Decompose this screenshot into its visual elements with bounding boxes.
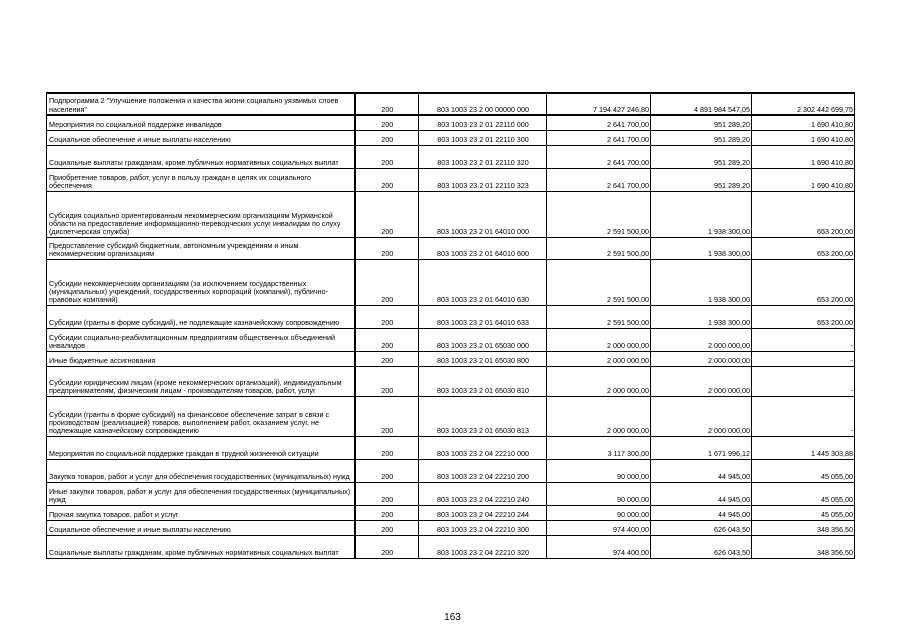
row-grbs-cell: 200	[355, 482, 419, 505]
row-executed-amount-cell: 2 000 000,00	[651, 328, 752, 351]
table-row	[47, 482, 855, 505]
row-budget-code-cell: 803 1003 23 2 04 22210 300	[419, 520, 547, 535]
row-executed-amount-cell: 1 938 300,00	[651, 259, 752, 305]
row-planned-amount-cell: 2 641 700,00	[547, 115, 651, 130]
row-name-cell: Мероприятия по социальной поддержке инвалидов	[47, 115, 355, 130]
row-name-cell: Субсидии (гранты в форме субсидий) на финансовое обеспечение затрат в связи с производством (реализацией) товаров, выполнением работ, оказанием услуг, не подлежащие казначейскому сопровождению	[47, 396, 355, 436]
table-row	[47, 93, 855, 115]
row-name-cell: Социальное обеспечение и иные выплаты населению	[47, 130, 355, 145]
row-grbs-cell: 200	[355, 130, 419, 145]
row-unexecuted-amount-cell: 45 055,00	[752, 482, 855, 505]
row-executed-amount-cell: 951 289,20	[651, 115, 752, 130]
row-grbs-cell: 200	[355, 237, 419, 259]
row-grbs-cell: 200	[355, 115, 419, 130]
row-executed-amount-cell: 2 000 000,00	[651, 366, 752, 396]
row-executed-amount-cell: 1 938 300,00	[651, 237, 752, 259]
row-planned-amount-cell: 90 000,00	[547, 459, 651, 482]
row-executed-amount-cell: 2 000 000,00	[651, 396, 752, 436]
row-budget-code-cell: 803 1003 23 2 01 22110 323	[419, 168, 547, 191]
row-grbs-cell: 200	[355, 505, 419, 520]
row-budget-code-cell: 803 1003 23 2 04 22210 244	[419, 505, 547, 520]
table-row	[47, 237, 855, 259]
table-row	[47, 328, 855, 351]
table-row	[47, 436, 855, 459]
row-planned-amount-cell: 2 591 500,00	[547, 305, 651, 328]
row-name-cell: Социальные выплаты гражданам, кроме публичных нормативных социальных выплат	[47, 535, 355, 558]
row-executed-amount-cell: 626 043,50	[651, 535, 752, 558]
row-budget-code-cell: 803 1003 23 2 04 22210 320	[419, 535, 547, 558]
row-planned-amount-cell: 2 591 500,00	[547, 237, 651, 259]
row-budget-code-cell: 803 1003 23 2 01 65030 813	[419, 396, 547, 436]
row-unexecuted-amount-cell: 2 302 442 699,75	[752, 93, 855, 115]
row-planned-amount-cell: 2 591 500,00	[547, 259, 651, 305]
row-executed-amount-cell: 4 891 984 547,05	[651, 93, 752, 115]
row-unexecuted-amount-cell: 1 445 303,88	[752, 436, 855, 459]
budget-table-container	[46, 92, 854, 559]
row-name-cell: Иные закупки товаров, работ и услуг для обеспечения государственных (муниципальных) нужд	[47, 482, 355, 505]
row-grbs-cell: 200	[355, 520, 419, 535]
table-row	[47, 351, 855, 366]
row-budget-code-cell: 803 1003 23 2 01 65030 800	[419, 351, 547, 366]
row-budget-code-cell: 803 1003 23 2 01 64010 630	[419, 259, 547, 305]
row-executed-amount-cell: 951 289,20	[651, 145, 752, 168]
row-name-cell: Субсидия социально ориентированным некоммерческим организациям Мурманской области на предоставление информационно-переводческих услуг инвалидам по слуху (диспетчерская служба)	[47, 191, 355, 237]
row-name-cell: Субсидии некоммерческим организациям (за исключением государственных (муниципальных) учреждений, государственных корпораций (компаний), публично-правовых компаний)	[47, 259, 355, 305]
row-grbs-cell: 200	[355, 436, 419, 459]
row-unexecuted-amount-cell: 348 356,50	[752, 535, 855, 558]
row-grbs-cell: 200	[355, 259, 419, 305]
row-unexecuted-amount-cell: 1 690 410,80	[752, 145, 855, 168]
row-name-cell: Субсидии социально-реабилитационным предприятиям общественных объединений инвалидов	[47, 328, 355, 351]
row-name-cell: Социальные выплаты гражданам, кроме публичных нормативных социальных выплат	[47, 145, 355, 168]
row-grbs-cell: 200	[355, 366, 419, 396]
row-grbs-cell: 200	[355, 168, 419, 191]
row-budget-code-cell: 803 1003 23 2 01 64010 000	[419, 191, 547, 237]
row-budget-code-cell: 803 1003 23 2 01 22110 320	[419, 145, 547, 168]
table-row	[47, 130, 855, 145]
row-grbs-cell: 200	[355, 93, 419, 115]
row-name-cell: Подпрограмма 2 "Улучшение положения и качества жизни социально уязвимых слоев населения"	[47, 93, 355, 115]
row-executed-amount-cell: 44 945,00	[651, 482, 752, 505]
row-grbs-cell: 200	[355, 535, 419, 558]
row-budget-code-cell: 803 1003 23 2 00 00000 000	[419, 93, 547, 115]
row-planned-amount-cell: 2 000 000,00	[547, 328, 651, 351]
row-budget-code-cell: 803 1003 23 2 01 22110 000	[419, 115, 547, 130]
row-planned-amount-cell: 2 641 700,00	[547, 168, 651, 191]
table-row	[47, 259, 855, 305]
row-grbs-cell: 200	[355, 459, 419, 482]
table-row	[47, 535, 855, 558]
row-planned-amount-cell: 2 000 000,00	[547, 396, 651, 436]
row-budget-code-cell: 803 1003 23 2 01 22110 300	[419, 130, 547, 145]
row-name-cell: Предоставление субсидий бюджетным, автономным учреждениям и иным некоммерческим организациям	[47, 237, 355, 259]
table-row	[47, 459, 855, 482]
row-executed-amount-cell: 1 671 996,12	[651, 436, 752, 459]
row-unexecuted-amount-cell: 348 356,50	[752, 520, 855, 535]
row-unexecuted-amount-cell: -	[752, 396, 855, 436]
table-row	[47, 115, 855, 130]
table-row	[47, 520, 855, 535]
row-unexecuted-amount-cell: 45 055,00	[752, 459, 855, 482]
row-budget-code-cell: 803 1003 23 2 01 64010 600	[419, 237, 547, 259]
table-row	[47, 145, 855, 168]
row-unexecuted-amount-cell: 653 200,00	[752, 259, 855, 305]
table-row	[47, 191, 855, 237]
table-row	[47, 168, 855, 191]
budget-table	[46, 92, 855, 559]
row-name-cell: Закупка товаров, работ и услуг для обеспечения государственных (муниципальных) нужд	[47, 459, 355, 482]
row-budget-code-cell: 803 1003 23 2 04 22210 200	[419, 459, 547, 482]
table-row	[47, 505, 855, 520]
row-budget-code-cell: 803 1003 23 2 04 22210 000	[419, 436, 547, 459]
row-planned-amount-cell: 2 641 700,00	[547, 130, 651, 145]
row-planned-amount-cell: 2 641 700,00	[547, 145, 651, 168]
row-grbs-cell: 200	[355, 328, 419, 351]
row-grbs-cell: 200	[355, 351, 419, 366]
row-name-cell: Субсидии юридическим лицам (кроме некоммерческих организаций), индивидуальным предпринимателям, физическим лицам - производителям товаров, работ, услуг	[47, 366, 355, 396]
row-name-cell: Прочая закупка товаров, работ и услуг	[47, 505, 355, 520]
row-unexecuted-amount-cell: -	[752, 328, 855, 351]
row-planned-amount-cell: 90 000,00	[547, 482, 651, 505]
row-name-cell: Иные бюджетные ассигнования	[47, 351, 355, 366]
row-name-cell: Мероприятия по социальной поддержке граждан в трудной жизненной ситуации	[47, 436, 355, 459]
row-planned-amount-cell: 2 000 000,00	[547, 351, 651, 366]
row-executed-amount-cell: 951 289,20	[651, 168, 752, 191]
row-budget-code-cell: 803 1003 23 2 01 65030 000	[419, 328, 547, 351]
row-unexecuted-amount-cell: -	[752, 366, 855, 396]
row-planned-amount-cell: 2 591 500,00	[547, 191, 651, 237]
row-planned-amount-cell: 974 400,00	[547, 535, 651, 558]
row-executed-amount-cell: 2 000 000,00	[651, 351, 752, 366]
row-executed-amount-cell: 44 945,00	[651, 505, 752, 520]
row-executed-amount-cell: 1 938 300,00	[651, 191, 752, 237]
row-executed-amount-cell: 1 938 300,00	[651, 305, 752, 328]
row-unexecuted-amount-cell: 1 690 410,80	[752, 115, 855, 130]
row-planned-amount-cell: 90 000,00	[547, 505, 651, 520]
row-executed-amount-cell: 626 043,50	[651, 520, 752, 535]
row-planned-amount-cell: 974 400,00	[547, 520, 651, 535]
row-budget-code-cell: 803 1003 23 2 01 64010 633	[419, 305, 547, 328]
table-row	[47, 396, 855, 436]
row-unexecuted-amount-cell: 653 200,00	[752, 305, 855, 328]
row-unexecuted-amount-cell: -	[752, 351, 855, 366]
row-name-cell: Субсидии (гранты в форме субсидий), не подлежащие казначейскому сопровождению	[47, 305, 355, 328]
row-grbs-cell: 200	[355, 305, 419, 328]
row-budget-code-cell: 803 1003 23 2 01 65030 810	[419, 366, 547, 396]
row-unexecuted-amount-cell: 1 690 410,80	[752, 130, 855, 145]
row-planned-amount-cell: 7 194 427 246,80	[547, 93, 651, 115]
row-planned-amount-cell: 2 000 000,00	[547, 366, 651, 396]
row-executed-amount-cell: 44 945,00	[651, 459, 752, 482]
row-name-cell: Социальное обеспечение и иные выплаты населению	[47, 520, 355, 535]
row-name-cell: Приобретение товаров, работ, услуг в пользу граждан в целях их социального обеспечения	[47, 168, 355, 191]
row-budget-code-cell: 803 1003 23 2 04 22210 240	[419, 482, 547, 505]
table-row	[47, 305, 855, 328]
budget-table-body	[47, 93, 855, 558]
row-grbs-cell: 200	[355, 396, 419, 436]
row-unexecuted-amount-cell: 653 200,00	[752, 237, 855, 259]
row-planned-amount-cell: 3 117 300,00	[547, 436, 651, 459]
row-unexecuted-amount-cell: 1 690 410,80	[752, 168, 855, 191]
table-row	[47, 366, 855, 396]
row-grbs-cell: 200	[355, 145, 419, 168]
row-unexecuted-amount-cell: 653 200,00	[752, 191, 855, 237]
page-number: 163	[444, 612, 461, 623]
row-unexecuted-amount-cell: 45 055,00	[752, 505, 855, 520]
row-grbs-cell: 200	[355, 191, 419, 237]
row-executed-amount-cell: 951 289,20	[651, 130, 752, 145]
